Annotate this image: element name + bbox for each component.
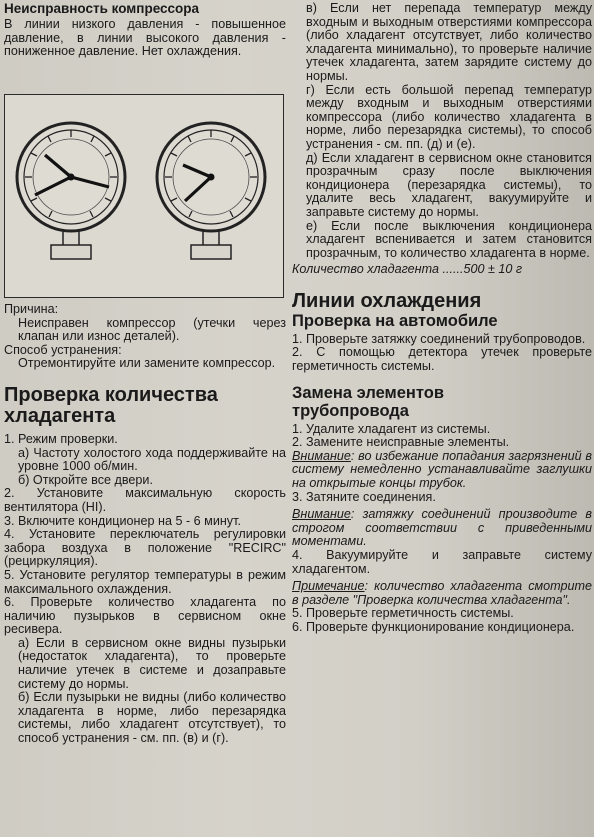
gauges-figure [4,94,284,298]
refrigerant-quantity: Количество хладагента ......500 ± 10 г [292,262,523,277]
remedy-label: Способ устранения: [4,342,122,357]
left-column-lower [4,303,286,746]
attention-label: Внимание [292,448,351,463]
list-item: 1. Удалите хладагент из системы. [292,421,491,436]
list-item: 6. Проверьте функционирование кондиционера. [292,619,575,634]
cooling-lines-title: Линии охлаждения [292,289,482,312]
gauges-drawing [5,95,283,297]
remedy-text: Отремонтируйте или замените компрессор. [18,356,276,371]
list-item: 2. Замените неисправные элементы. [292,435,510,450]
high-pressure-gauge-icon [157,123,265,259]
list-item: е) Если после выключения кондиционера хладагент вспенивается и затем становится прозрачным, то количество хладагента в норме. [306,218,592,260]
list-item: 2. С помощью детектора утечек проверьте герметичность системы. [292,345,592,374]
fault-title: Неисправность компрессора [4,1,200,16]
left-column [4,2,286,59]
list-item: 1. Проверьте затяжку соединений трубопроводов. [292,331,586,346]
list-item: 3. Затяните соединения. [292,489,436,504]
list-item: г) Если есть большой перепад температур между входным и выходным отверстиями компрессора (либо количество хладагента в норме, либо перезарядка системы), то способ устранения - см. пп. (д) и (е). [306,82,592,151]
list-item: 1. Режим проверки. [4,431,118,446]
attention-note [292,450,592,491]
note [292,580,592,607]
list-item: 4. Вакуумируйте и заправьте систему хладагентом. [292,548,592,576]
attention-text: : во избежание попадания загрязнений в систему немедленно устанавливайте заглушки на открытые концы трубок. [292,448,592,491]
list-item: а) Частоту холостого хода поддерживайте на уровне 1000 об/мин. [18,445,286,474]
list-item: 5. Проверьте герметичность системы. [292,606,514,621]
pipe-replacement-title: Замена элементов трубопровода [292,383,444,420]
refrigerant-check-title: Проверка количества хладагента [4,383,218,427]
list-item: б) Откройте все двери. [18,472,153,487]
list-item: в) Если нет перепада температур между входным и выходным отверстиями компрессора (либо хладагент отсутствует, либо количество хладагента минимально), то проверьте наличие утечек хладагента, затем зарядите систему до нормы. [306,1,592,83]
fault-text: В линии низкого давления - повышенное давление, в линии высокого давления - пониженное давление. Нет охлаждения. [4,17,286,59]
note-text: : количество хладагента смотрите в разделе "Проверка количества хладагента". [292,579,592,607]
attention-label: Внимание [292,507,351,522]
cause-label: Причина: [4,302,59,316]
note-label: Примечание [292,579,365,594]
list-item: д) Если хладагент в сервисном окне становится прозрачным сразу после выключения кондиционера (перезарядка системы), то удалите весь хладагент, вакуумируйте и заправьте систему до нормы. [306,150,592,219]
list-item: б) Если пузырьки не видны (либо количество хладагента в норме, либо перезарядка системы, либо хладагент отсутствует), то способ устранения - см. пп. (в) и (г). [18,690,286,746]
list-item: 2. Установите максимальную скорость вентилятора (HI). [4,486,286,514]
attention-note [292,508,592,549]
low-pressure-gauge-icon [17,123,125,259]
list-item: 5. Установите регулятор температуры в режим максимального охлаждения. [4,567,286,596]
on-vehicle-check-title: Проверка на автомобиле [292,311,498,330]
list-item: 4. Установите переключатель регулировки забора воздуха в положение "RECIRC" (рециркуляция). [4,527,286,569]
list-item: 6. Проверьте количество хладагента по наличию пузырьков в сервисном окне ресивера. [4,595,286,637]
right-column [292,2,592,635]
list-item: а) Если в сервисном окне видны пузырьки (недостаток хладагента), то проверьте наличие утечек в системе и дозаправьте систему до нормы. [18,635,286,691]
cause-text: Неисправен компрессор (утечки через клапан или износ деталей). [18,315,286,344]
list-item: 3. Включите кондиционер на 5 - 6 минут. [4,513,241,528]
attention-text: : затяжку соединений производите в строгом соответствии с приведенными моментами. [292,507,592,549]
